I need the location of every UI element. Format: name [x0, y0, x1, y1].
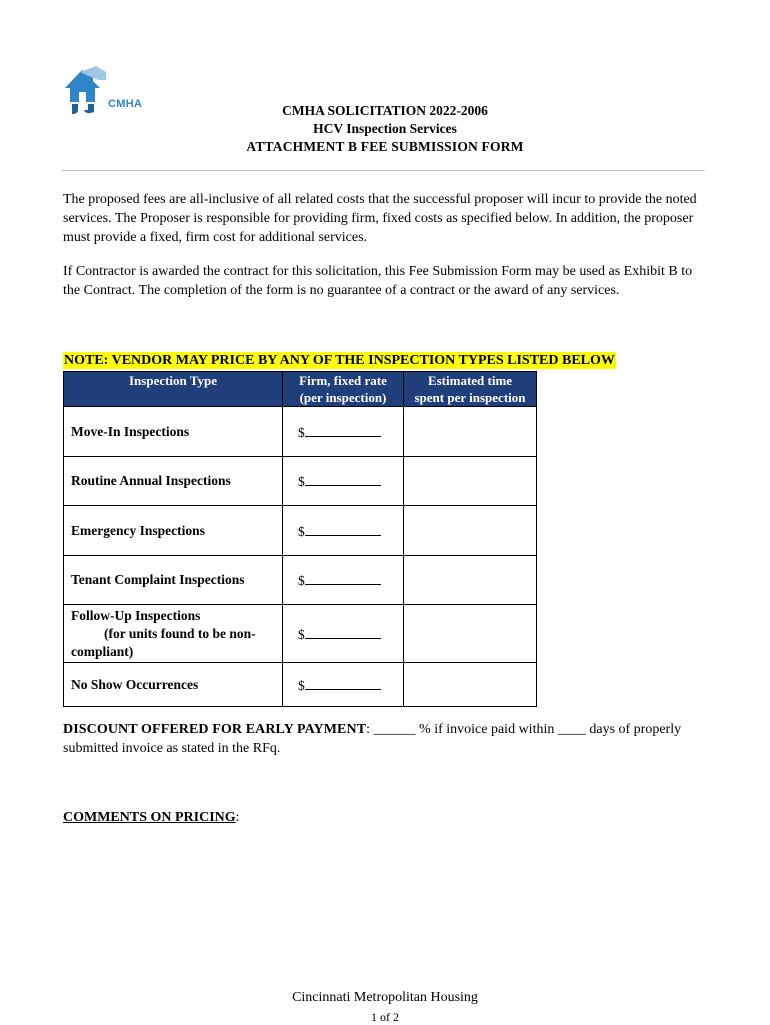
table-row	[64, 605, 537, 663]
header-estimated-time: Estimated time spent per inspection	[404, 372, 537, 407]
footer-org: Cincinnati Metropolitan Housing	[292, 990, 478, 1005]
discount-label: DISCOUNT OFFERED FOR EARLY PAYMENT	[63, 722, 367, 737]
rate-field[interactable]: $	[283, 605, 404, 663]
solicitation-title: CMHA SOLICITATION 2022-2006	[282, 103, 488, 118]
time-field[interactable]	[404, 605, 537, 663]
table-row	[64, 663, 537, 707]
rate-field[interactable]: $	[283, 407, 404, 457]
inspection-type-cell: Move-In Inspections	[64, 407, 283, 457]
time-field[interactable]	[404, 407, 537, 457]
rate-field[interactable]: $	[283, 663, 404, 707]
inspection-type-cell: No Show Occurrences	[64, 663, 283, 707]
early-payment-discount	[63, 720, 703, 758]
intro-paragraph: The proposed fees are all-inclusive of all related costs that the successful proposer will incur to provide the noted services. The Proposer is responsible for providing firm, fixed costs as specified below. In addition, the proposer must provide a fixed, firm cost for additional services.	[63, 192, 697, 245]
comments-label: COMMENTS ON PRICING	[63, 810, 236, 825]
header-firm-rate: Firm, fixed rate (per inspection)	[283, 372, 404, 407]
table-row	[64, 556, 537, 605]
attachment-title: ATTACHMENT B FEE SUBMISSION FORM	[246, 139, 524, 154]
page-number: 1 of 2	[371, 1010, 399, 1024]
services-title: HCV Inspection Services	[313, 121, 457, 136]
vendor-note: NOTE: VENDOR MAY PRICE BY ANY OF THE INSPECTION TYPES LISTED BELOW	[64, 353, 615, 368]
table-row	[64, 457, 537, 506]
fee-table	[63, 371, 537, 707]
table-row	[64, 506, 537, 556]
header-divider	[62, 170, 705, 171]
rate-field[interactable]: $	[283, 457, 404, 506]
time-field[interactable]	[404, 556, 537, 605]
inspection-type-cell: Tenant Complaint Inspections	[64, 556, 283, 605]
discount-text: : ______ % if invoice paid within ____ days of properly submitted invoice as stated in the RFq.	[63, 722, 682, 756]
table-header-row	[64, 372, 537, 407]
logo-text: CMHA	[108, 98, 143, 110]
time-field[interactable]	[404, 457, 537, 506]
comments-section: COMMENTS ON PRICING:	[63, 810, 240, 825]
inspection-type-cell: Routine Annual Inspections	[64, 457, 283, 506]
table-row	[64, 407, 537, 457]
rate-field[interactable]: $	[283, 556, 404, 605]
inspection-type-cell: Follow-Up Inspections (for units found to be non- compliant)	[64, 605, 283, 663]
time-field[interactable]	[404, 506, 537, 556]
contract-paragraph: If Contractor is awarded the contract for this solicitation, this Fee Submission Form may be used as Exhibit B to the Contract. The completion of the form is no guarantee of a contract or the award of any services.	[63, 264, 693, 298]
inspection-type-cell: Emergency Inspections	[64, 506, 283, 556]
header-inspection-type: Inspection Type	[64, 372, 283, 407]
rate-field[interactable]: $	[283, 506, 404, 556]
time-field[interactable]	[404, 663, 537, 707]
